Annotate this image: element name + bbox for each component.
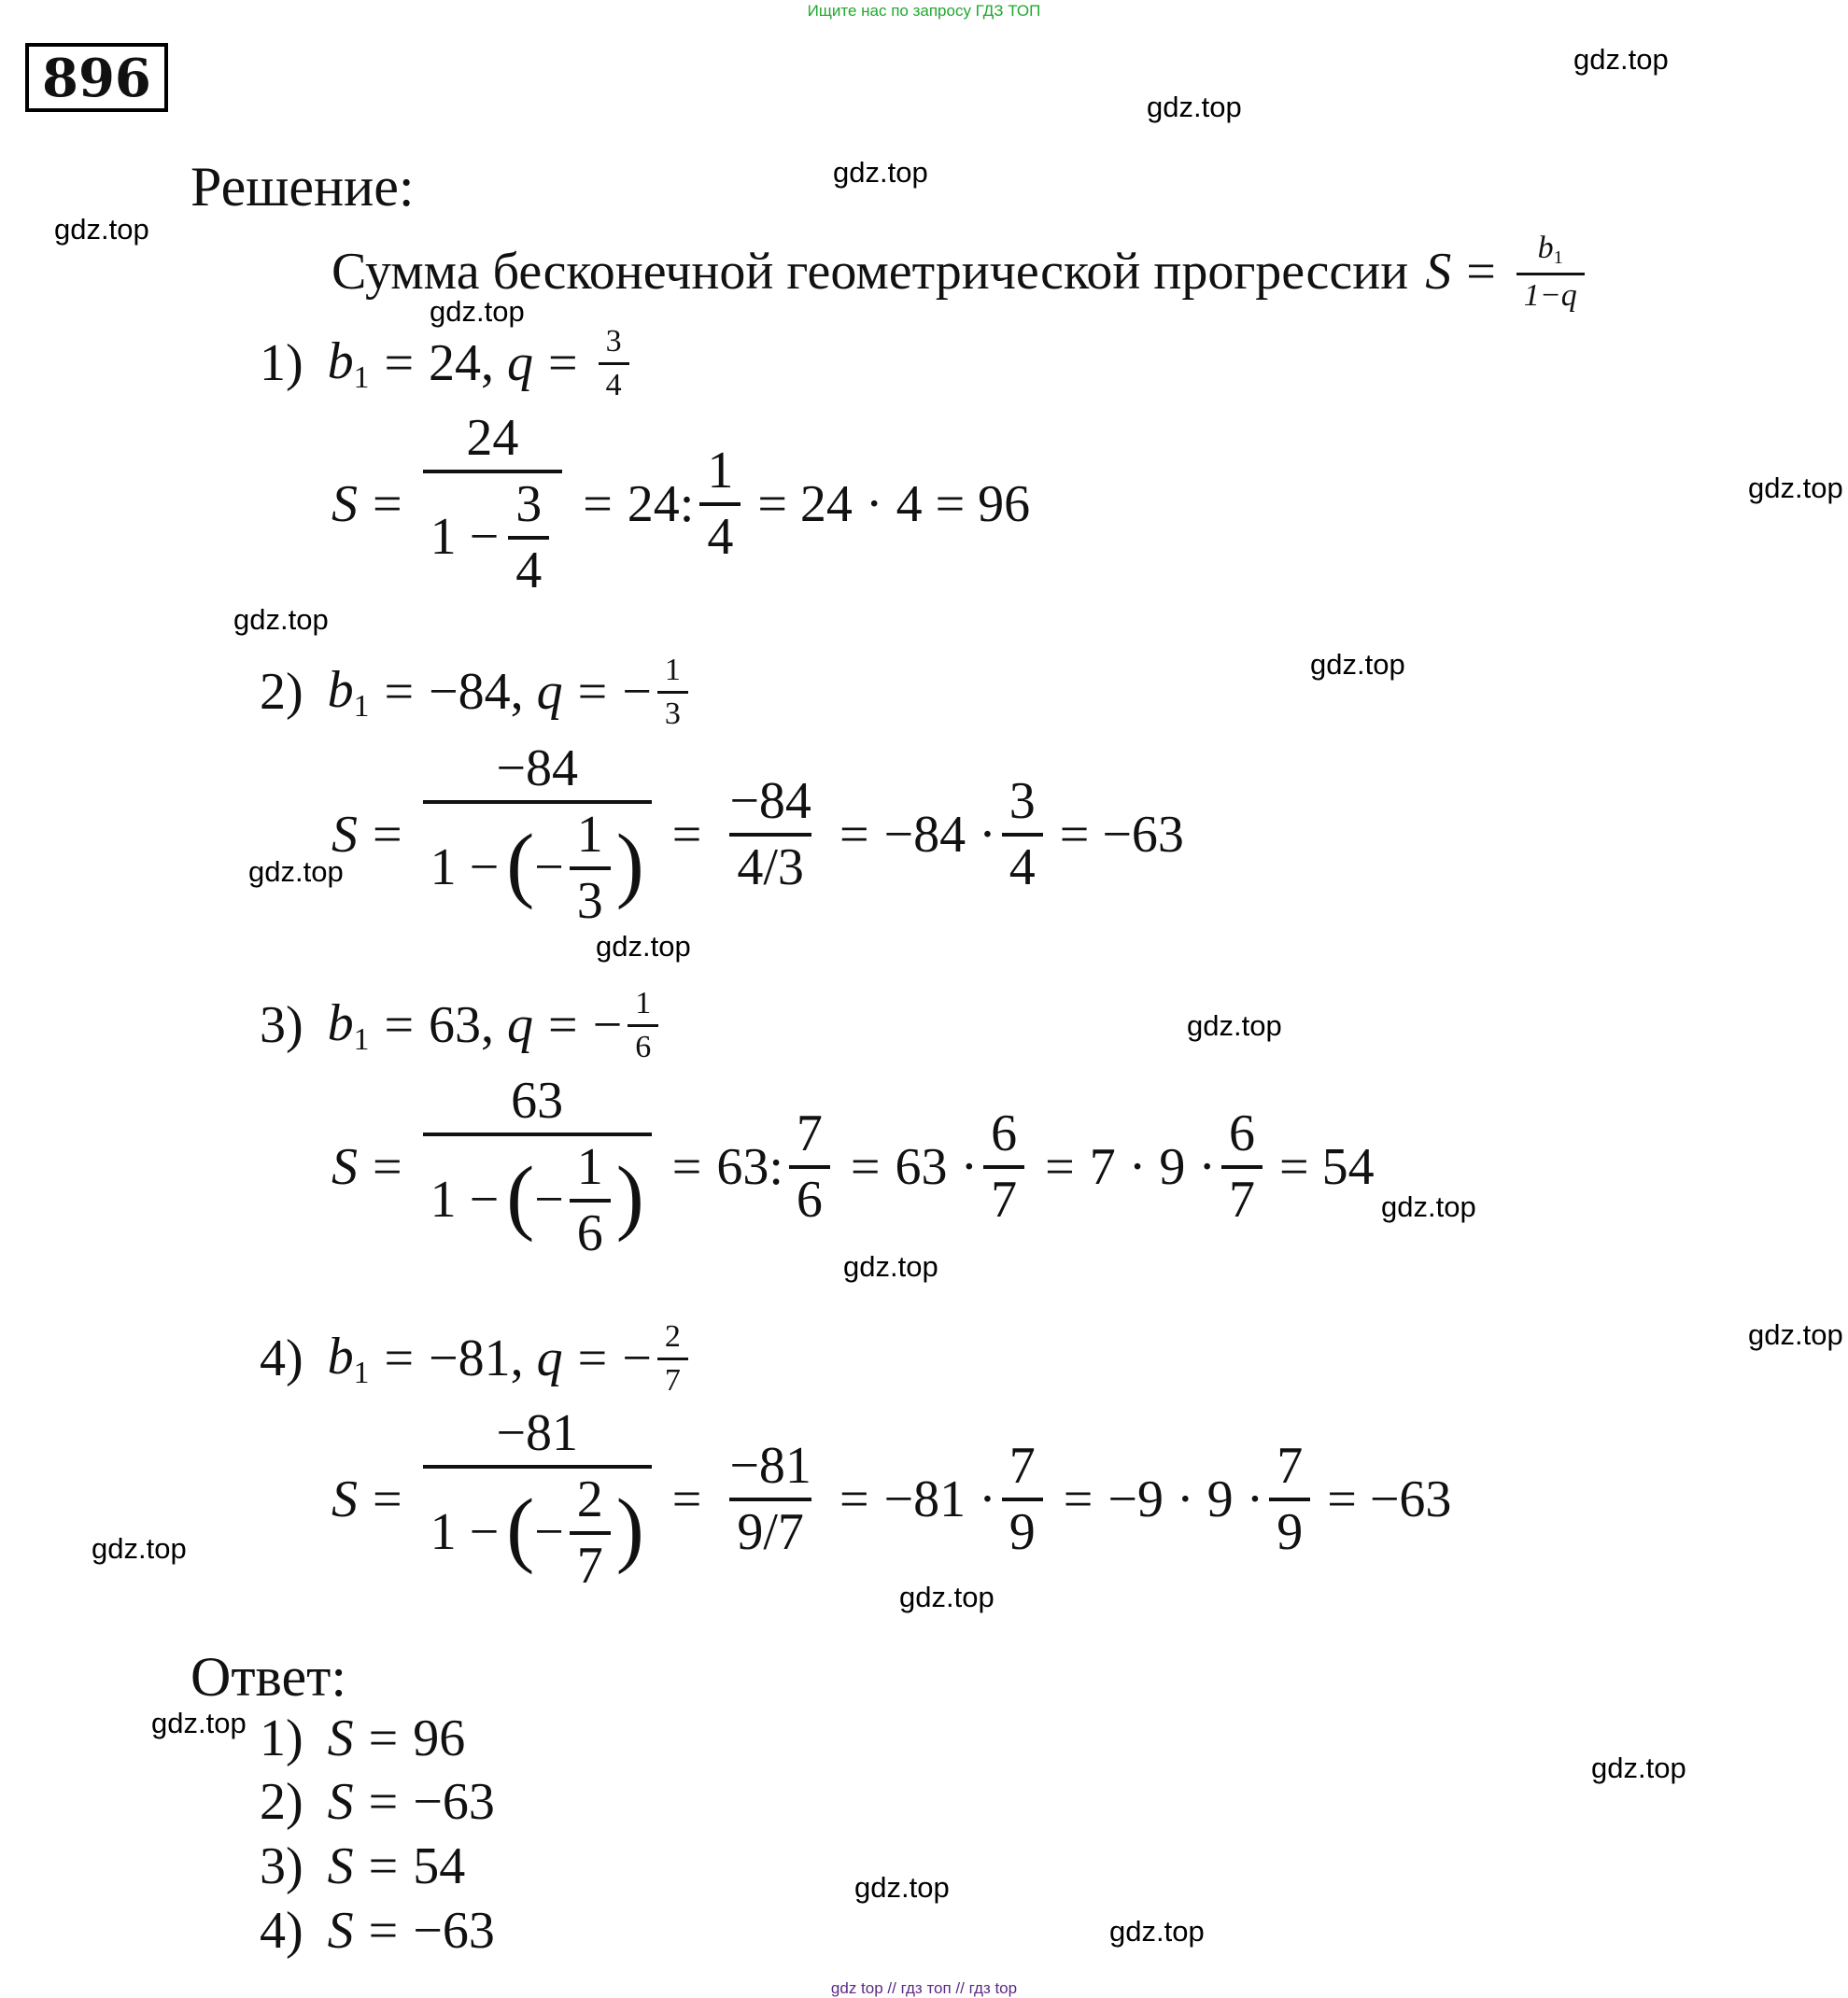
formula-fraction (1516, 232, 1585, 312)
numerator: −81 (729, 1437, 811, 1496)
denominator: 7 (983, 1165, 1024, 1228)
fraction (789, 1106, 830, 1228)
item-3-given: 3) $b_1$ = 63 , q = − $\frac{1}{6}$ (260, 987, 664, 1063)
answer-1: 1) S = 96 (260, 1710, 466, 1767)
b1-value: −84 (429, 663, 511, 722)
den-sign: − (534, 1503, 564, 1562)
expr-mid: 7 · 9 · (1089, 1138, 1217, 1197)
fraction: −84 1 − ( − $\frac{1}{3}$ ) (423, 741, 652, 928)
fraction (722, 774, 819, 895)
denominator: 4/3 (729, 833, 811, 895)
fraction (699, 443, 741, 565)
denominator: 6 (789, 1165, 830, 1228)
den-pre: 1 − (430, 508, 500, 567)
expr-tail: = 24 · 4 = 96 (757, 475, 1031, 534)
watermark: gdz.top (1147, 91, 1242, 123)
expr-mid: −9 · 9 · (1107, 1470, 1264, 1529)
item-2-given: 2) $b_1$ = −84 , q = − $\frac{1}{3}$ (260, 654, 694, 730)
fraction (1269, 1439, 1310, 1560)
q-fraction (628, 987, 658, 1063)
expr-tail: = −63 (1059, 806, 1184, 865)
answer-value: −63 (413, 1773, 495, 1831)
intro-line (332, 232, 1590, 312)
expr-mid: 24: (627, 475, 695, 534)
footer-links: gdz top // гдз топ // гдз top (830, 1979, 1018, 1997)
den-pre: 1 − (430, 1503, 500, 1562)
watermark: gdz.top (430, 295, 525, 328)
q-num: 1 (635, 986, 652, 1020)
denominator: 3 (570, 866, 611, 929)
watermark: gdz.top (233, 603, 329, 636)
watermark: gdz.top (843, 1250, 938, 1283)
formula-num: b (1537, 231, 1554, 265)
watermark: gdz.top (596, 930, 691, 963)
watermark: gdz.top (54, 213, 149, 246)
top-banner: Ищите нас по запросу ГДЗ ТОП (807, 2, 1041, 20)
answer-label: 1) (260, 1710, 303, 1767)
watermark: gdz.top (1573, 43, 1669, 76)
watermark: gdz.top (1748, 1318, 1843, 1351)
answer-value: −63 (413, 1902, 495, 1960)
numerator: 24 (466, 409, 519, 467)
expr-tail: = −63 (1327, 1470, 1452, 1529)
numerator: −84 (729, 772, 811, 831)
numerator: −84 (496, 739, 578, 797)
watermark: gdz.top (151, 1707, 247, 1739)
q-num: 3 (605, 324, 622, 359)
den-pre: 1 − (430, 1171, 500, 1230)
numerator: 1 (576, 805, 603, 864)
b1-value: −81 (429, 1330, 511, 1388)
item-2-calc: S = −84 1 − ( − $\frac{1}{3}$ ) = $\frac{-84}{4/3}$ = −84 · $\frac{3}{4}$ = −63 (332, 739, 1184, 930)
watermark: gdz.top (1748, 471, 1843, 504)
formula-den: 1−q (1516, 273, 1585, 313)
den-pre: 1 − (430, 838, 500, 897)
item-3-calc: S = 63 1 − ( − $\frac{1}{6}$ ) = 63: $\frac{7}{6}$ = 63 · $\frac{6}{7}$ = 7 · 9 · $\frac{6}{7}$ = 54 (332, 1072, 1375, 1262)
watermark: gdz.top (92, 1532, 187, 1565)
equals-sign: = (1466, 243, 1496, 302)
q-fraction (657, 1320, 688, 1397)
answer-3: 3) S = 54 (260, 1837, 466, 1895)
watermark: gdz.top (1310, 648, 1405, 681)
fraction (1002, 1439, 1043, 1560)
answer-value: 54 (413, 1837, 466, 1895)
denominator: 6 (570, 1199, 611, 1261)
answer-2: 2) S = −63 (260, 1773, 495, 1831)
q-fraction (657, 654, 688, 730)
expr-mid: 63: (716, 1138, 783, 1197)
watermark: gdz.top (899, 1581, 995, 1613)
denominator: 4 (699, 502, 741, 565)
problem-number: 896 (25, 43, 168, 112)
den-sign: − (534, 838, 564, 897)
expr-mid: −81 · (883, 1470, 996, 1529)
item-label: 2) (260, 663, 303, 722)
fraction (983, 1106, 1024, 1228)
answer-heading: Ответ: (190, 1646, 347, 1708)
denominator: 9 (1002, 1498, 1043, 1560)
q-num: 2 (664, 1319, 681, 1354)
solution-heading: Решение: (190, 156, 415, 218)
q-sign: − (622, 663, 652, 722)
q-den: 7 (657, 1358, 688, 1398)
q-den: 3 (657, 691, 688, 731)
numerator: −81 (496, 1404, 578, 1462)
fraction: −81 1 − ( − $\frac{2}{7}$ ) (423, 1406, 652, 1593)
denominator: 7 (1221, 1165, 1263, 1228)
numerator: 6 (991, 1105, 1018, 1163)
fraction (1002, 774, 1043, 895)
denominator: 9/7 (729, 1498, 811, 1560)
fraction (722, 1439, 819, 1560)
numerator: 3 (1009, 772, 1036, 831)
item-1-given: 1) $b_1$ = 24 , q = $\frac{3}{4}$ (260, 325, 635, 401)
answer-label: 3) (260, 1837, 303, 1895)
numerator: 7 (1009, 1437, 1036, 1496)
watermark: gdz.top (248, 855, 344, 888)
formula-lhs: S (1425, 243, 1452, 302)
answer-value: 96 (413, 1710, 466, 1767)
item-label: 4) (260, 1330, 303, 1388)
denominator: 7 (570, 1531, 611, 1594)
watermark: gdz.top (833, 156, 928, 189)
numerator: 1 (707, 442, 734, 500)
fraction: 63 1 − ( − $\frac{1}{6}$ ) (423, 1074, 652, 1260)
denominator: 4 (508, 536, 549, 598)
item-label: 3) (260, 996, 303, 1055)
numerator: 63 (511, 1072, 564, 1130)
item-4-given: 4) $b_1$ = −81 , q = − $\frac{2}{7}$ (260, 1320, 694, 1397)
intro-text: Сумма бесконечной геометрической прогрессии (332, 243, 1409, 302)
b1-value: 63 (429, 996, 482, 1055)
q-sign: − (592, 996, 623, 1055)
expr-mid: −84 · (883, 806, 996, 865)
q-fraction (599, 325, 629, 401)
denominator: 4 (1002, 833, 1043, 895)
numerator: 6 (1229, 1105, 1256, 1163)
q-den: 6 (628, 1024, 658, 1064)
b1-value: 24 (429, 334, 482, 393)
formula-num-sub: 1 (1553, 247, 1563, 269)
watermark: gdz.top (1591, 1752, 1686, 1784)
numerator: 3 (515, 474, 543, 533)
den-sign: − (534, 1171, 564, 1230)
fraction (1221, 1106, 1263, 1228)
item-label: 1) (260, 334, 303, 393)
q-den: 4 (599, 362, 629, 402)
answer-4: 4) S = −63 (260, 1902, 495, 1960)
expr-mid: 63 · (895, 1138, 979, 1197)
denominator: 9 (1269, 1498, 1310, 1560)
watermark: gdz.top (1381, 1190, 1476, 1223)
numerator: 1 (576, 1137, 603, 1196)
q-sign: − (622, 1330, 652, 1388)
fraction (423, 411, 563, 598)
watermark: gdz.top (854, 1871, 950, 1904)
q-num: 1 (664, 653, 681, 687)
item-4-calc: S = −81 1 − ( − $\frac{2}{7}$ ) = $\frac{-81}{9/7}$ = −81 · $\frac{7}{9}$ = −9 · 9 · $\frac{7}{9}$ = −63 (332, 1404, 1452, 1595)
watermark: gdz.top (1109, 1915, 1205, 1948)
answer-label: 4) (260, 1902, 303, 1960)
expr-tail: = 54 (1279, 1138, 1375, 1197)
numerator: 2 (576, 1470, 603, 1528)
answer-label: 2) (260, 1773, 303, 1831)
item-1-calc: S = 24 1 − $\frac{3}{4}$ = 24: $\frac{1}{4}$ = 24 · 4 = 96 (332, 409, 1031, 599)
watermark: gdz.top (1187, 1009, 1282, 1042)
numerator: 7 (1277, 1437, 1304, 1496)
numerator: 7 (796, 1105, 823, 1163)
